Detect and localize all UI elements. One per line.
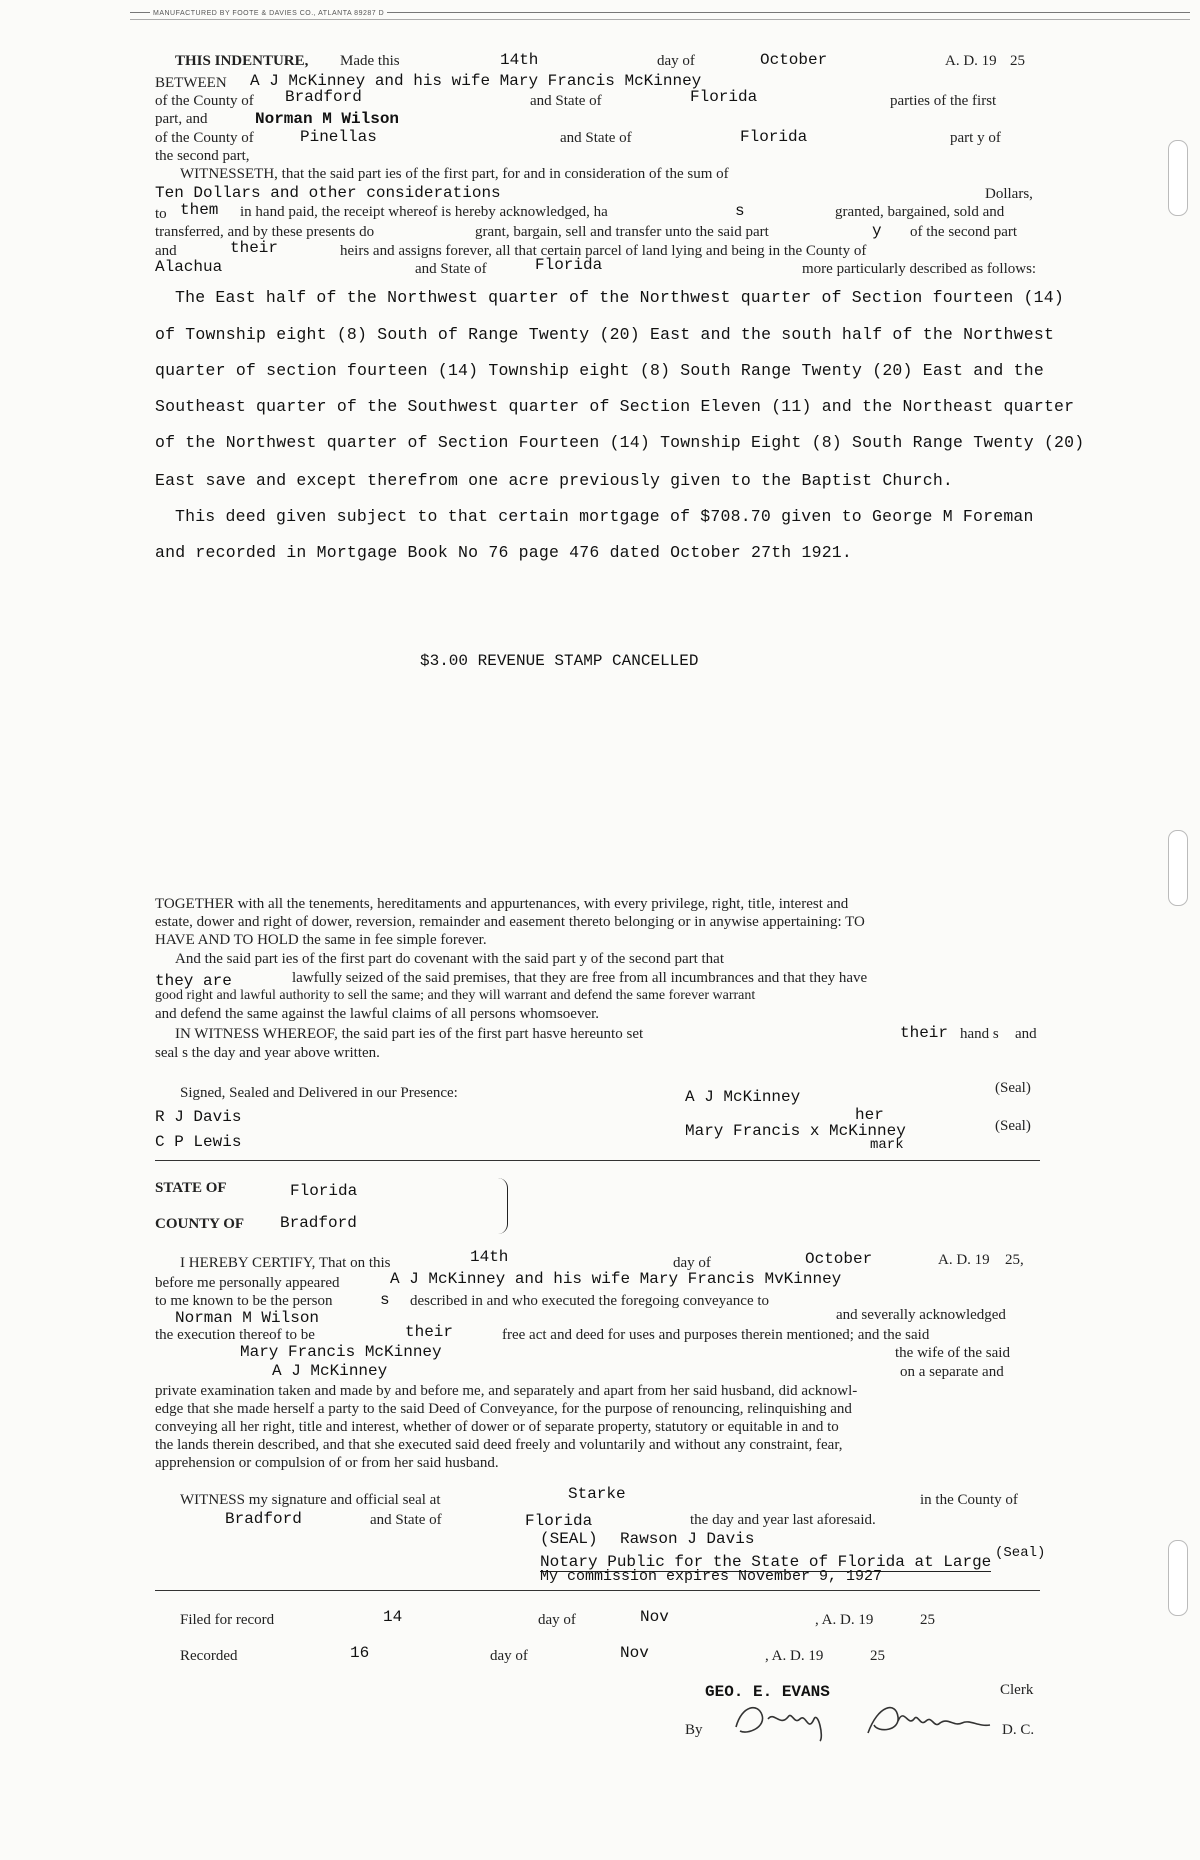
habendum-line-7: and defend the same against the lawful claims of all persons whomsoever. [155, 1006, 600, 1022]
her-label: her [855, 1106, 884, 1124]
clerk-label: Clerk [1000, 1682, 1034, 1698]
and-state-label-4: and State of [370, 1512, 442, 1528]
mark-label: mark [870, 1137, 904, 1153]
separate-label: on a separate and [900, 1364, 1004, 1380]
indenture-label: THIS INDENTURE, [175, 53, 309, 69]
to-label: to [155, 206, 167, 222]
recorded-ad: , A. D. 19 [765, 1648, 824, 1664]
stamp-note: $3.00 REVENUE STAMP CANCELLED [420, 652, 699, 670]
second-part: the second part, [155, 148, 250, 164]
habendum-line-2: estate, dower and right of dower, reversion, remainder and easement thereto belonging or in anywise appertaining: TO [155, 914, 865, 930]
filed-month: Nov [640, 1608, 669, 1626]
description-line-3: quarter of section fourteen (14) Township eight (8) South Range Twenty (20) East and the [155, 361, 1044, 380]
ack-state: Florida [290, 1182, 358, 1200]
dc-label: D. C. [1002, 1722, 1035, 1738]
witness-1: R J Davis [155, 1108, 242, 1126]
between-label: BETWEEN [155, 75, 227, 91]
indenture-month: October [760, 51, 828, 69]
made-this: Made this [340, 53, 400, 69]
grant-line: grant, bargain, sell and transfer unto the said part [475, 224, 769, 240]
recorded-year: 25 [870, 1648, 885, 1664]
seal-1: (Seal) [995, 1080, 1031, 1096]
habendum-line-3: HAVE AND TO HOLD the same in fee simple forever. [155, 932, 487, 948]
filed-day-of: day of [538, 1612, 576, 1628]
commission-line: My commission expires November 9, 1927 [540, 1568, 883, 1585]
ad-label: A. D. 19 [945, 53, 997, 69]
habendum-line-4: And the said part ies of the first part do covenant with the said part y of the second part that [175, 951, 725, 967]
recorded-day-of: day of [490, 1648, 528, 1664]
described-label: more particularly described as follows: [802, 261, 1037, 277]
habendum-line-1: TOGETHER with all the tenements, hereditaments and appurtenances, with every privilege, right, title, interest and [155, 896, 849, 912]
binder-hole-2 [1168, 830, 1188, 906]
ack-county-2: Bradford [225, 1510, 302, 1528]
filed-year: 25 [920, 1612, 935, 1628]
witness-sig-label: WITNESS my signature and official seal at [180, 1492, 441, 1508]
signature-divider [155, 1160, 1040, 1161]
filed-ad: , A. D. 19 [815, 1612, 874, 1628]
binder-hole-3 [1168, 1540, 1188, 1616]
grant-y: y [872, 222, 882, 240]
clerk-name: GEO. E. EVANS [705, 1683, 830, 1701]
paid-receipt: in hand paid, the receipt whereof is hereby acknowledged, ha [240, 204, 608, 220]
habendum-line-5: lawfully seized of the said premises, that they are free from all incumbrances and that they have [292, 970, 868, 986]
by-label: By [685, 1722, 703, 1738]
ha-suffix: s [735, 202, 745, 220]
grantor-county: Bradford [285, 88, 362, 106]
description-line-1: The East half of the Northwest quarter of the Northwest quarter of Section fourteen (14) [175, 288, 1064, 307]
grantee-county: Pinellas [300, 128, 377, 146]
free-act: free act and deed for uses and purposes therein mentioned; and the said [502, 1327, 930, 1343]
dollars-label: Dollars, [985, 186, 1033, 202]
wife-name: Mary Francis McKinney [240, 1343, 442, 1361]
manufacturer-line: MANUFACTURED BY FOOTE & DAVIES CO., ATLANTA 89287 D [150, 10, 387, 17]
grantee: Norman M Wilson [255, 110, 400, 128]
ack-year: 25, [1005, 1252, 1024, 1268]
parties-first: parties of the first [890, 93, 997, 109]
state-label: STATE OF [155, 1180, 227, 1196]
description-line-5: of the Northwest quarter of Section Fourteen (14) Township Eight (8) South Range Twenty (20) [155, 433, 1085, 452]
of-county-label: of the County of [155, 93, 254, 109]
consideration: Ten Dollars and other considerations [155, 184, 501, 202]
recorded-day: 16 [350, 1644, 370, 1662]
known-s: s [380, 1291, 390, 1309]
party-second: part y of [950, 130, 1001, 146]
notary-seal: (Seal) [995, 1545, 1046, 1561]
second-part-tail: of the second part [910, 224, 1018, 240]
husband-name: A J McKinney [272, 1362, 388, 1380]
exam-line-5: apprehension or compulsion of or from her said husband. [155, 1455, 499, 1471]
notary-name: Rawson J Davis [620, 1530, 755, 1548]
seal-2: (Seal) [995, 1118, 1031, 1134]
and-label: and [155, 243, 177, 259]
signer-2: Mary Francis x McKinney [685, 1122, 906, 1140]
land-state: Florida [535, 256, 603, 274]
described-label-2: described in and who executed the foregoing conveyance to [410, 1293, 770, 1309]
heirs-line: heirs and assigns forever, all that certain parcel of land lying and being in the County of [340, 243, 867, 259]
grantors: A J McKinney and his wife Mary Francis McKinney [250, 72, 702, 90]
county-label: COUNTY OF [155, 1216, 245, 1232]
and-state-label-3: and State of [415, 261, 487, 277]
certify-label: I HEREBY CERTIFY, That on this [180, 1255, 391, 1271]
witness-2: C P Lewis [155, 1133, 242, 1151]
town: Starke [568, 1485, 626, 1503]
ack-day-of: day of [673, 1255, 711, 1271]
last-aforesaid: the day and year last aforesaid. [690, 1512, 876, 1528]
in-county-label: in the County of [920, 1492, 1018, 1508]
appeared-names: A J McKinney and his wife Mary Francis MvKinney [390, 1270, 842, 1288]
ack-grantee: Norman M Wilson [175, 1309, 320, 1327]
known-label: to me known to be the person [155, 1293, 333, 1309]
ack-month: October [805, 1250, 873, 1268]
venue-bracket [493, 1178, 508, 1234]
indenture-year: 25 [1010, 53, 1025, 69]
execution-label: the execution thereof to be [155, 1327, 315, 1343]
description-line-7: This deed given subject to that certain mortgage of $708.70 given to George M Foreman [175, 507, 1034, 526]
exam-line-4: the lands therein described, and that she executed said deed freely and voluntarily and without any constraint, fear, [155, 1437, 843, 1453]
severally-label: and severally acknowledged [836, 1307, 1006, 1323]
recorded-month: Nov [620, 1644, 649, 1662]
presence-label: Signed, Sealed and Delivered in our Presence: [180, 1085, 458, 1101]
granted-label: granted, bargained, sold and [835, 204, 1005, 220]
land-county: Alachua [155, 258, 223, 276]
habendum-hand: hand s [960, 1026, 999, 1042]
exam-line-2: edge that she made herself a party to the said Deed of Conveyance, for the purpose of renouncing, relinquishing and [155, 1401, 852, 1417]
ack-their: their [405, 1323, 454, 1341]
grantor-state: Florida [690, 88, 758, 106]
exam-line-3: conveying all her right, title and interest, whether of dower or of separate property, statutory or equitable in and to [155, 1419, 839, 1435]
description-line-4: Southeast quarter of the Southwest quarter of Section Eleven (11) and the Northeast quarter [155, 397, 1075, 416]
witnesseth: WITNESSETH, that the said part ies of the first part, for and in consideration of the sum of [180, 166, 729, 182]
of-county-label-2: of the County of [155, 130, 254, 146]
grantee-state: Florida [740, 128, 808, 146]
ack-county: Bradford [280, 1214, 357, 1232]
description-line-2: of Township eight (8) South of Range Twenty (20) East and the south half of the Northwest [155, 325, 1055, 344]
indenture-day: 14th [500, 51, 539, 69]
ack-day: 14th [470, 1248, 509, 1266]
binder-hole-1 [1168, 140, 1188, 216]
record-divider [155, 1590, 1040, 1591]
habendum-and: and [1015, 1026, 1037, 1042]
filed-day: 14 [383, 1608, 403, 1626]
notary-title: Notary Public for the State of Florida at Large [540, 1553, 992, 1571]
and-state-label: and State of [530, 93, 602, 109]
filed-label: Filed for record [180, 1612, 275, 1628]
description-line-6: East save and except therefrom one acre previously given to the Baptist Church. [155, 471, 954, 490]
habendum-line-9: seal s the day and year above written. [155, 1045, 380, 1061]
seal-label: (SEAL) [540, 1530, 598, 1548]
habendum-who: they are [155, 972, 232, 990]
and-state-label-2: and State of [560, 130, 632, 146]
day-of-label: day of [657, 53, 695, 69]
to-whom: them [180, 201, 219, 219]
appeared-label: before me personally appeared [155, 1275, 340, 1291]
habendum-line-6: good right and lawful authority to sell the same; and they will warrant and defend the same forever warrant [155, 988, 756, 1003]
heirs-whose: their [230, 239, 279, 257]
ack-ad: A. D. 19 [938, 1252, 990, 1268]
description-line-8: and recorded in Mortgage Book No 76 page 476 dated October 27th 1921. [155, 543, 853, 562]
habendum-their: their [900, 1024, 949, 1042]
habendum-line-8: IN WITNESS WHEREOF, the said part ies of the first part hasve hereunto set [175, 1026, 644, 1042]
deputy-clerk-signature [728, 1697, 998, 1743]
ack-state-2: Florida [525, 1512, 593, 1530]
signer-1: A J McKinney [685, 1088, 801, 1106]
wife-of-label: the wife of the said [895, 1345, 1010, 1361]
transferred-label: transferred, and by these presents do [155, 224, 375, 240]
part-and: part, and [155, 111, 208, 127]
exam-line-1: private examination taken and made by and before me, and separately and apart from her said husband, did acknowl- [155, 1383, 858, 1399]
recorded-label: Recorded [180, 1648, 238, 1664]
